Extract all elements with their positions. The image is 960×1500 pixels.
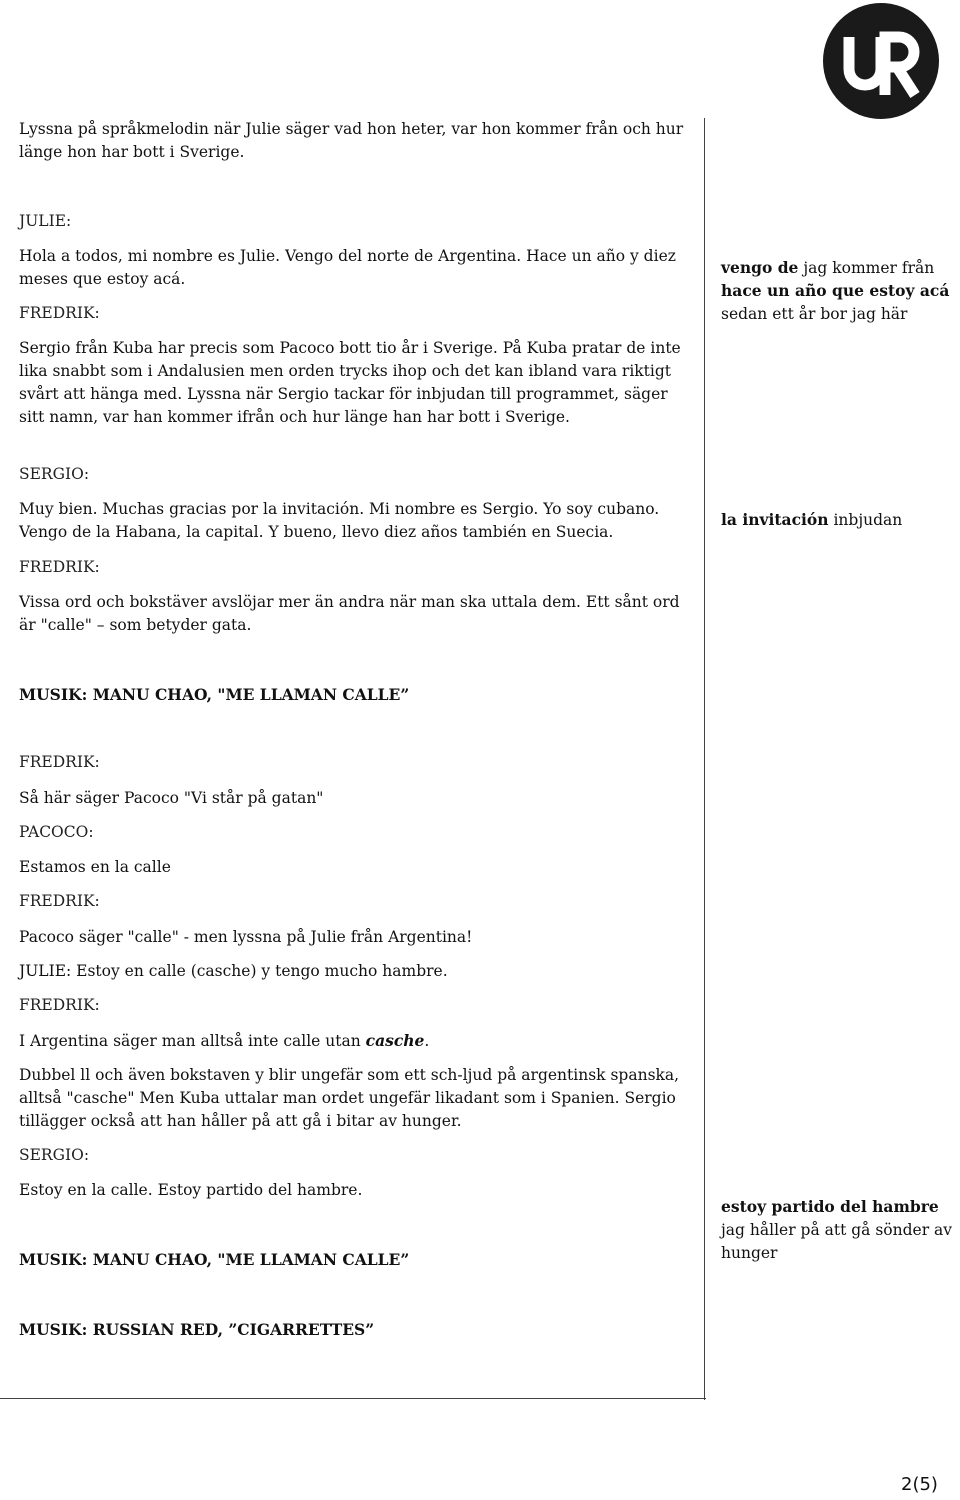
speaker-label: FREDRIK:: [19, 558, 100, 576]
glossary-meaning: inbjudan: [828, 511, 903, 529]
ur-logo-mark: [823, 3, 939, 119]
speaker-label: FREDRIK:: [19, 304, 100, 322]
narration-emphasis: [19, 1029, 694, 1053]
glossary-entry: [721, 279, 960, 326]
glossary-entry: [721, 256, 960, 280]
emphasized-word: casche: [365, 1031, 425, 1050]
glossary-term: estoy partido del hambre: [721, 1197, 939, 1216]
speaker-label: JULIE:: [19, 212, 72, 230]
glossary-meaning: jag kommer från: [798, 259, 935, 277]
glossary-term: la invitación: [721, 510, 829, 529]
speaker-label: SERGIO:: [19, 1146, 90, 1164]
page-number: 2(5): [901, 1474, 938, 1495]
glossary-meaning: sedan ett år bor jag här: [721, 305, 908, 323]
speaker-label: FREDRIK:: [19, 892, 100, 910]
narration-text: Dubbel ll och även bokstaven y blir ungefär som ett sch-ljud på argentinsk spanska, alltså "casche" Men Kuba uttalar man ordet ungefär likadant som i Spanien. Sergio tillägger också att han håller på att gå i bitar av hunger.: [19, 1066, 680, 1130]
glossary-term: vengo de: [721, 258, 799, 277]
speaker-label: FREDRIK:: [19, 753, 100, 771]
glossary-term: hace un año que estoy acá: [721, 281, 950, 300]
narration-text: Sergio från Kuba har precis som Pacoco bott tio år i Sverige. På Kuba pratar de inte lika snabbt som i Andalusien men orden trycks ihop och det kan ibland vara riktigt svårt att hänga med. Lyssna när Sergio tackar för inbjudan till programmet, säger sitt namn, var han kommer ifrån och hur länge han har bott i Sverige.: [19, 339, 681, 426]
speaker-label: FREDRIK:: [19, 996, 100, 1014]
dialogue-text: Estamos en la calle: [19, 858, 171, 876]
narration-text: Vissa ord och bokstäver avslöjar mer än andra när man ska uttala dem. Ett sånt ord är "calle" – som betyder gata.: [19, 593, 680, 634]
music-cue: MUSIK: MANU CHAO, "ME LLAMAN CALLE”: [19, 1250, 410, 1269]
intro-text: Lyssna på språkmelodin när Julie säger vad hon heter, var hon kommer från och hur länge hon har bott i Sverige.: [19, 120, 684, 161]
narration-text: .: [424, 1032, 430, 1050]
ur-logo: [823, 3, 939, 119]
glossary-entry: [721, 508, 960, 532]
narration-text: Pacoco säger "calle" - men lyssna på Julie från Argentina!: [19, 928, 473, 946]
speaker-label: SERGIO:: [19, 465, 90, 483]
frame-bottom-border: [0, 1398, 706, 1399]
music-cue: MUSIK: MANU CHAO, "ME LLAMAN CALLE”: [19, 685, 410, 704]
music-cue: MUSIK: RUSSIAN RED, ”CIGARRETTES”: [19, 1320, 375, 1339]
speaker-label: JULIE:: [19, 962, 72, 980]
glossary-meaning: jag håller på att gå sönder av hunger: [721, 1221, 953, 1262]
dialogue-text: Estoy en calle (casche) y tengo mucho hambre.: [71, 962, 448, 980]
dialogue-text: Hola a todos, mi nombre es Julie. Vengo del norte de Argentina. Hace un año y diez meses que estoy acá.: [19, 247, 676, 288]
frame-right-border: [704, 118, 705, 1400]
dialogue-text: Muy bien. Muchas gracias por la invitación. Mi nombre es Sergio. Yo soy cubano. Vengo de la Habana, la capital. Y bueno, llevo diez años también en Suecia.: [19, 500, 660, 541]
dialogue-text: Estoy en la calle. Estoy partido del hambre.: [19, 1181, 363, 1199]
narration-text: Så här säger Pacoco "Vi står på gatan": [19, 789, 324, 807]
glossary-entry: [721, 1195, 960, 1265]
narration-text: I Argentina säger man alltså inte calle utan: [19, 1032, 366, 1050]
inline-dialogue: [19, 960, 694, 983]
speaker-label: PACOCO:: [19, 823, 94, 841]
